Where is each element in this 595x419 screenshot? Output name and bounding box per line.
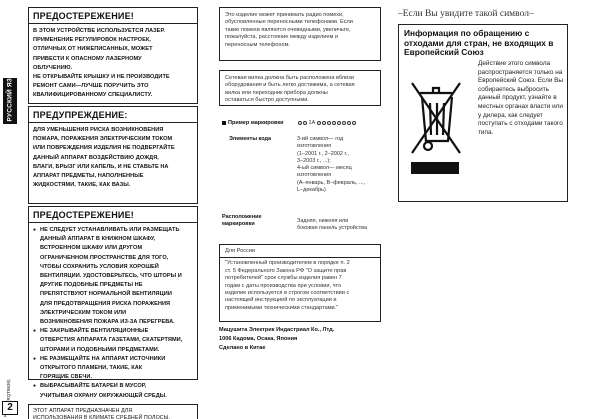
marking-example-row: [222, 120, 284, 127]
divider: [29, 222, 197, 223]
text-line: ОГРАНИЧЕННОМ ПРОСТРАНСТВЕ ДЛЯ ТОГО,: [40, 254, 169, 261]
moisture-warning-title: ПРЕДУПРЕЖДЕНИЕ:: [33, 110, 128, 120]
text-line: ИСПОЛЬЗОВАНИЯ В КЛИМАТЕ СРЕДНЕЙ ПОЛОСЫ.: [33, 415, 171, 419]
placeholder-circle-icon: [342, 121, 346, 125]
divider: [29, 23, 197, 24]
text-line: потребителей" срок службы изделия равен 7: [225, 275, 342, 282]
moisture-warning-box: [28, 106, 198, 204]
text-line: боковая панель устройства: [297, 225, 368, 232]
text-line: ДАННЫЙ АППАРАТ В КНИЖНОМ ШКАФУ,: [40, 236, 156, 243]
text-line: ИЛИ ПОВРЕЖДЕНИЯ ИЗДЕЛИЯ НЕ ПОДВЕРГАЙТЕ: [33, 145, 175, 152]
code-elements-label: Элементы кода: [229, 136, 272, 142]
text-line: настоящей инструкцией по эксплуатации и: [225, 297, 337, 304]
marking-example-label: Пример маркировки: [228, 120, 284, 126]
text-line: 3-ий символ— год: [297, 136, 344, 142]
text-line: обусловленные переносными телефонами. Если: [225, 19, 353, 26]
model-code: (RQT8636): [6, 379, 11, 402]
divider: [29, 122, 197, 123]
text-line: ЭЛЕКТРИЧЕСКИМ ТОКОМ ИЛИ: [40, 309, 127, 316]
text-line: 4-ый символ— месяц: [297, 165, 352, 172]
square-bullet-icon: [222, 121, 226, 125]
text-line: ОБЛУЧЕНИЮ.: [33, 64, 73, 71]
eu-disposal-box: [398, 24, 568, 202]
text-line: ШТОРАМИ И ПОДОБНЫМИ ПРЕДМЕТАМИ.: [40, 346, 160, 353]
text-line: АППАРАТ ПРЕДМЕТЫ, НАПОЛНЕННЫЕ: [33, 173, 144, 180]
ventilation-warning-list: [33, 226, 193, 401]
russia-service-life-note: [219, 244, 381, 322]
page-number: 2: [2, 401, 18, 415]
manufacturer-name: Мацушита Электрик Индастриал Ко., Лтд.: [219, 327, 335, 333]
text-line: переносным телефоном.: [225, 41, 290, 48]
marking-location-label: Расположение маркировки: [222, 214, 262, 228]
text-line: ВОЗНИКНОВЕНИЯ ПОЖАРА ИЗ-ЗА ПЕРЕГРЕВА.: [40, 319, 175, 326]
placeholder-circle-icon: [337, 121, 341, 125]
text-line: ● НЕ СЛЕДУЕТ УСТАНАВЛИВАТЬ ИЛИ РАЗМЕЩАТЬ: [40, 227, 180, 233]
text-line: РЕМОНТ САМИ—ЛУЧШЕ ПОРУЧИТЬ ЭТО: [33, 83, 149, 90]
moisture-warning-text: [33, 126, 193, 190]
text-line: "Установленный производителем в порядке п. 2: [225, 260, 350, 267]
eu-disposal-title: Информация по обращению с отходами для стран, не входящих в Европейский Союз: [404, 28, 554, 58]
manufacturer-info: [219, 326, 334, 353]
text-line: (1–2001 г., 2–2002 г.,: [297, 150, 349, 157]
placeholder-circle-icon: [298, 121, 302, 125]
placeholder-circle-icon: [332, 121, 336, 125]
eu-disposal-text: Действие этого символа распространяется только на Европейский Союз. Если Вы собираетесь выбросить данный продукт, узнайте в местных органах власти или у дилера, как следует поступать с отходами такого типа.: [478, 60, 564, 136]
text-line: вилка или переходник приборa должны: [225, 89, 328, 96]
text-line: Сетевая вилка должна быть расположена вблизи: [225, 75, 354, 81]
text-line: ОТКРЫТОГО ПЛАМЕНИ, ТАКИЕ, КАК: [40, 365, 143, 372]
text-line: ПРИВЕСТИ К ОПАСНОМУ ЛАЗЕРНОМУ: [33, 55, 142, 62]
list-item: [33, 382, 193, 400]
eu-symbol-header: –Если Вы увидите такой символ–: [398, 9, 534, 19]
text-line: ОТЛИЧНЫХ ОТ НИЖЕПИСАННЫХ, МОЖЕТ: [33, 46, 153, 53]
marking-location-value: [297, 218, 367, 233]
text-line: УЧИТЫВАЯ ОХРАНУ ОКРУЖАЮЩЕЙ СРЕДЫ.: [40, 392, 167, 399]
placeholder-circle-icon: [317, 121, 321, 125]
laser-warning-title: ПРЕДОСТЕРЕЖЕНИЕ!: [33, 11, 134, 21]
text-line: применимыми техническими стандартами.": [225, 304, 339, 311]
text-line: КВАЛИФИЦИРОВАННОМУ СПЕЦИАЛИСТУ.: [33, 92, 153, 99]
text-line: пожалуйста, расстояние между изделием и: [225, 34, 338, 41]
crossed-out-wheelie-bin-icon: [406, 71, 466, 161]
text-line: ДЛЯ ПРЕДОТВРАЩЕНИЯ РИСКА ПОРАЖЕНИЯ: [40, 300, 171, 307]
text-line: ВЛАГИ, БРЫЗГ ИЛИ КАПЕЛЬ, И НЕ СТАВЬТЕ НА: [33, 163, 169, 170]
text-line: ст. 5 Федерального Закона РФ "О защите прав: [225, 267, 347, 274]
text-line: ● НЕ ЗАКРЫВАЙТЕ ВЕНТИЛЯЦИОННЫЕ: [40, 328, 149, 335]
ventilation-warning-box: [28, 206, 198, 399]
text-line: ДЛЯ УМЕНЬШЕНИЯ РИСКА ВОЗНИКНОВЕНИЯ: [33, 127, 164, 133]
text-line: 3–2003 г., ...);: [297, 157, 331, 164]
text-line: ПОЖАРА, ПОРАЖЕНИЯ ЭЛЕКТРИЧЕСКИМ ТОКОМ: [33, 136, 173, 143]
list-item: [33, 327, 193, 355]
text-line: Это изделие может принимать радио помехи,: [225, 12, 344, 18]
text-line: оставаться быстро доступными.: [225, 97, 309, 104]
ventilation-warning-title: ПРЕДОСТЕРЕЖЕНИЕ!: [33, 210, 134, 220]
text-line: ДРУГИЕ ПОДОБНЫЕ ПРЕДМЕТЫ НЕ: [40, 282, 143, 289]
text-line: ДАННЫЙ АППАРАТ ВОЗДЕЙСТВИЮ ДОЖДЯ,: [33, 154, 159, 161]
laser-warning-text: [33, 27, 193, 101]
text-line: ПРИМЕНЕНИЕ РЕГУЛИРОВОК НАСТРОЕК,: [33, 37, 151, 44]
text-line: оборудования и быть легко достижима, а сетевая: [225, 82, 355, 89]
placeholder-circle-icon: [347, 121, 351, 125]
list-item: [33, 226, 193, 327]
text-line: НЕ ОТКРЫВАЙТЕ КРЫШКУ И НЕ ПРОИЗВОДИТЕ: [33, 74, 170, 81]
code-elements-description: [297, 136, 365, 194]
laser-warning-box: [28, 7, 198, 104]
list-item: [33, 355, 193, 383]
text-line: изготовления: [297, 172, 332, 179]
corner-mark: a: [4, 413, 7, 418]
text-line: изготовления: [297, 143, 332, 150]
text-line: ПРЕПЯТСТВУЮТ НОРМАЛЬНОЙ ВЕНТИЛЯЦИИ: [40, 291, 172, 298]
text-line: ОТВЕРСТИЯ АППАРАТА ГАЗЕТАМИ, СКАТЕРТЯМИ,: [40, 337, 183, 344]
text-line: Задняя, нижняя или: [297, 218, 349, 224]
text-line: такие помехи являются очевидными, увеличьте,: [225, 26, 351, 33]
text-line: ЭТОТ АППАРАТ ПРЕДНАЗНАЧЕН ДЛЯ: [33, 408, 133, 414]
text-line: ● НЕ РАЗМЕЩАЙТЕ НА АППАРАТ ИСТОЧНИКИ: [40, 355, 166, 362]
text-line: ● ВЫБРАСЫВАЙТЕ БАТАРЕИ В МУСОР,: [40, 383, 147, 390]
russia-note-heading: Для России: [225, 248, 256, 254]
marking-example-value: 1A: [308, 120, 315, 126]
text-line: ЖИДКОСТЯМИ, ТАКИЕ, КАК ВАЗЫ.: [33, 182, 131, 189]
text-line: В ЭТОМ УСТРОЙСТВЕ ИСПОЛЬЗУЕТСЯ ЛАЗЕР.: [33, 28, 166, 34]
text-line: L–декабрь): [297, 187, 326, 194]
radio-interference-note: [219, 7, 381, 61]
text-line: ВСТРОЕННОМ ШКАФУ ИЛИ ДРУГОМ: [40, 245, 143, 252]
text-line: ВЕНТИЛЯЦИИ. УДОСТОВЕРЬТЕСЬ, ЧТО ШТОРЫ И: [40, 273, 182, 280]
text-line: ЧТОБЫ СОХРАНИТЬ УСЛОВИЯ ХОРОШЕЙ: [40, 263, 159, 270]
placeholder-circle-icon: [303, 121, 307, 125]
country-of-origin: Сделано в Китае: [219, 345, 266, 351]
language-tab: [3, 67, 17, 124]
manufacturer-address: 1006 Кадома, Осака, Япония: [219, 336, 298, 342]
language-tab-label: РУССКИЙ ЯЗЫК: [6, 67, 14, 122]
placeholder-circle-icon: [352, 121, 356, 125]
power-plug-note: [219, 70, 381, 106]
divider: [220, 257, 380, 258]
marking-example-code: [297, 120, 357, 127]
text-line: ГОРЯЩИЕ СВЕЧИ.: [40, 374, 93, 381]
marking-table: [219, 118, 381, 233]
placeholder-circle-icon: [327, 121, 331, 125]
text-line: (A–январь, B–февраль, ...,: [297, 179, 366, 186]
placeholder-circle-icon: [322, 121, 326, 125]
climate-note-box: [28, 404, 198, 419]
text-line: изделие используется в строгом соответствии с: [225, 290, 350, 297]
black-bar-mark: [411, 162, 459, 174]
page-sidebar: [0, 0, 22, 419]
text-line: годам с даты производства при условии, что: [225, 282, 342, 289]
